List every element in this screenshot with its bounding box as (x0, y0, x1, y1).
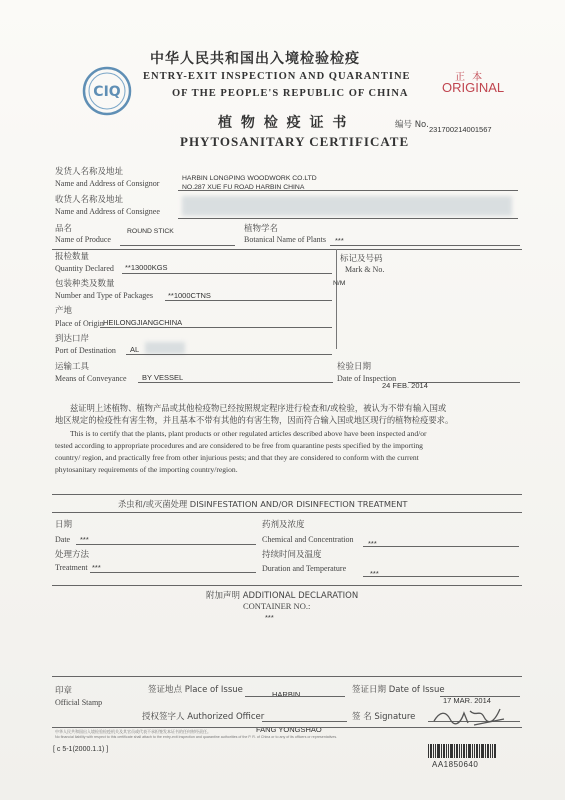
logo-text: CIQ (93, 84, 121, 100)
botanical-label-zh: 植物学名 (244, 224, 279, 234)
authority-en-line1: ENTRY-EXIT INSPECTION AND QUARANTINE (143, 71, 411, 82)
certification-en-line1: This is to certify that the plants, plant products or other regulated articles described above have been inspected and/or (70, 429, 427, 438)
treatment-method-label-en: Treatment (55, 563, 88, 572)
stamp-label-en: Official Stamp (55, 698, 103, 707)
botanical-value: *** (335, 236, 344, 245)
certification-en-line2: tested according to appropriate procedures and are considered to be free from quarantine pests specified by the importing (55, 441, 423, 450)
authority-zh: 中华人民共和国出入境检验检疫 (150, 51, 360, 67)
duration-label-en: Duration and Temperature (262, 564, 347, 573)
treatment-method-label-zh: 处理方法 (55, 550, 90, 560)
certification-zh-line1: 兹证明上述植物、植物产品或其他检疫物已经按照规定程序进行检查和/或检验，被认为不带有输入国或 (70, 403, 447, 413)
conveyance-label-zh: 运输工具 (55, 362, 90, 372)
consignee-label-en: Name and Address of Consignee (55, 207, 160, 216)
consignor-label-zh: 发货人名称及地址 (55, 167, 124, 177)
destination-value: AL (130, 345, 140, 354)
consignee-redacted (182, 196, 512, 216)
number-label: 编号 No. (395, 120, 429, 130)
destination-label-en: Port of Destination (55, 346, 116, 355)
origin-label-zh: 产地 (55, 306, 73, 316)
title-en: PHYTOSANITARY CERTIFICATE (180, 134, 410, 149)
treatment-method-value: *** (92, 563, 101, 572)
treatment-date-value: *** (80, 535, 89, 544)
barcode-icon (428, 744, 498, 758)
authorized-officer-label: 授权签字人 Authorized Officer (142, 712, 265, 722)
consignor-value-2: NO.287 XUE FU ROAD HARBIN CHINA (182, 184, 305, 191)
chemical-value: *** (368, 539, 377, 548)
treatment-date-label-en: Date (55, 535, 71, 544)
inspection-date-label-zh: 检验日期 (337, 362, 372, 372)
certification-en-line3: country/ region, and practically free from other injurious pests; and that they are considered to conform with the current (55, 453, 419, 462)
certification-en-line4: phytosanitary requirements of the importing country/region. (55, 465, 238, 474)
treatment-heading: 杀虫和/或灭菌处理 DISINFESTATION AND/OR DISINFECTION TREATMENT (118, 499, 408, 509)
ciq-logo-icon (82, 66, 132, 116)
consignor-value-1: HARBIN LONGPING WOODWORK CO.LTD (182, 175, 317, 182)
inspection-date-value: 24 FEB. 2014 (382, 381, 428, 390)
duration-value: *** (370, 569, 379, 578)
origin-label-en: Place of Origin (55, 319, 104, 328)
consignee-label-zh: 收货人名称及地址 (55, 195, 124, 205)
marks-value: N/M (333, 280, 346, 287)
place-of-issue-value: HARBIN (272, 690, 301, 699)
botanical-label-en: Botanical Name of Plants (244, 235, 326, 244)
duration-label-zh: 持续时间及温度 (262, 550, 322, 560)
produce-label-en: Name of Produce (55, 235, 111, 244)
quantity-label-en: Quantity Declared (55, 264, 114, 273)
additional-stars: *** (265, 613, 274, 622)
form-code: [ c 5-1(2000.1.1) ] (53, 746, 109, 753)
inspection-date-label-en: Date of Inspection (337, 374, 397, 383)
fine-print-en: No financial liability with respect to this certificate shall attach to the entry-exit inspection and quarantine authorities of the P. R. of China or to any of its officers or representatives. (55, 735, 338, 739)
place-of-issue-label: 签证地点 Place of Issue (148, 685, 243, 695)
original-zh: 正 本 (455, 72, 485, 83)
container-label: CONTAINER NO.: (243, 601, 311, 611)
stamp-label-zh: 印章 (55, 686, 73, 696)
chemical-label-zh: 药剂及浓度 (262, 520, 305, 530)
consignor-label-en: Name and Address of Consignor (55, 179, 160, 188)
conveyance-label-en: Means of Conveyance (55, 374, 127, 383)
original-en: ORIGINAL (442, 80, 505, 95)
treatment-date-label-zh: 日期 (55, 520, 73, 530)
destination-redacted (145, 342, 185, 354)
packages-label-en: Number and Type of Packages (55, 291, 153, 300)
marks-label-en: Mark & No. (345, 265, 385, 274)
authority-en-line2: OF THE PEOPLE'S REPUBLIC OF CHINA (172, 88, 409, 99)
produce-value: ROUND STICK (127, 228, 174, 235)
chemical-label-en: Chemical and Concentration (262, 535, 354, 544)
produce-label-zh: 品名 (55, 224, 73, 234)
quantity-label-zh: 报检数量 (55, 252, 90, 262)
marks-label-zh: 标记及号码 (340, 254, 383, 264)
date-of-issue-value: 17 MAR. 2014 (443, 696, 491, 705)
title-zh: 植 物 检 疫 证 书 (218, 115, 349, 131)
conveyance-value: BY VESSEL (142, 373, 184, 382)
additional-heading: 附加声明 ADDITIONAL DECLARATION (206, 591, 359, 601)
authorized-officer-value: FANG YONGSHAO (256, 725, 322, 734)
certificate-number: 231700214001567 (429, 125, 492, 134)
date-of-issue-label: 签证日期 Date of Issue (352, 685, 445, 695)
origin-value: HEILONGJIANGCHINA (103, 318, 183, 327)
packages-value: **1000CTNS (168, 291, 211, 300)
packages-label-zh: 包装种类及数量 (55, 279, 115, 289)
handwritten-signature-icon (430, 703, 510, 729)
quantity-value: **13000KGS (125, 263, 168, 272)
signature-label: 签 名 Signature (352, 712, 416, 722)
fine-print-zh: 中华人民共和国出入境检验检疫机关及其官员或代表不承担签发本证书的任何财经责任。 (55, 729, 211, 734)
certification-zh-line2: 地区规定的检疫性有害生物，并且基本不带有其他的有害生物，因而符合输入国或地区现行的植物检疫要求。 (55, 415, 454, 425)
serial-number: AA1850640 (432, 760, 479, 769)
destination-label-zh: 到达口岸 (55, 334, 90, 344)
